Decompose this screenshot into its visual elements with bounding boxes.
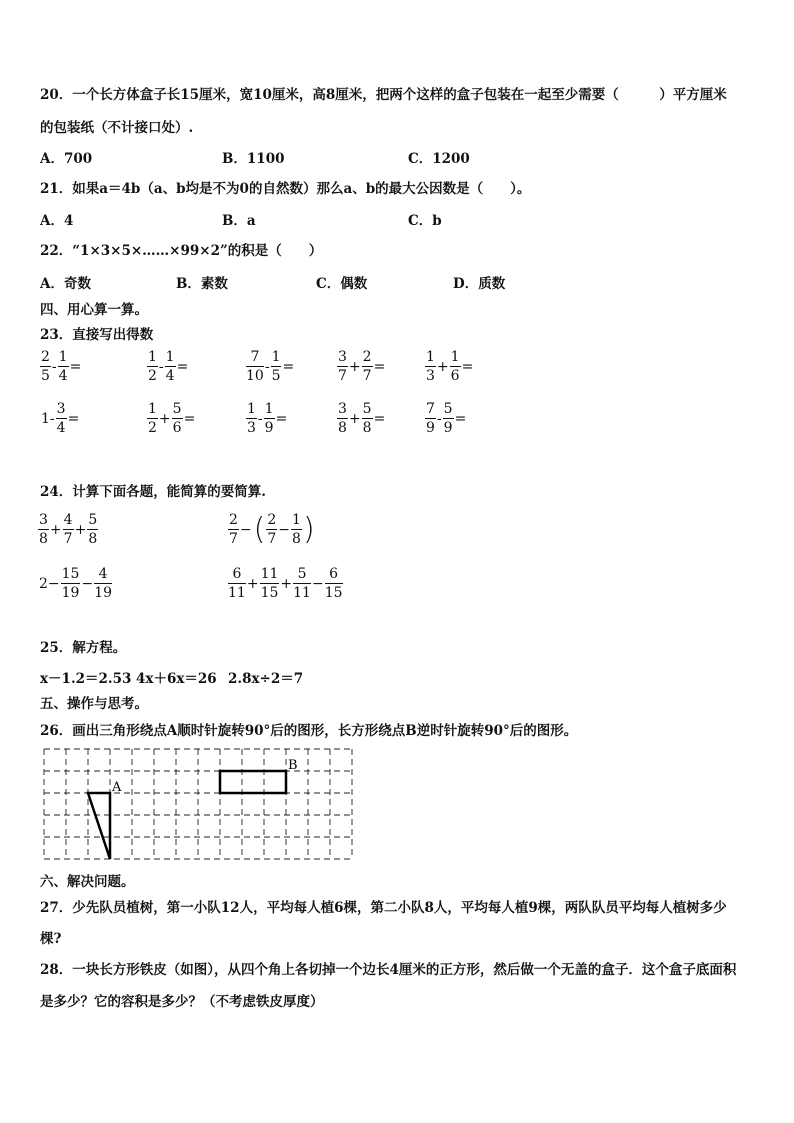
q21-text: 21．如果a＝4b（a、b均是不为0的自然数）那么a、b的最大公因数是（ ）。	[40, 181, 531, 197]
fraction: $\frac{5}{9}$	[443, 401, 453, 436]
q23-item: $\frac{7}{10}$ - $\frac{1}{5}$ =	[246, 349, 295, 384]
q26-text: 26．画出三角形绕点A顺时针旋转90°后的图形，长方形绕点B逆时针旋转90°后的图形。	[40, 723, 578, 739]
fraction: $\frac{7}{10}$	[246, 349, 264, 384]
fraction: $\frac{7}{9}$	[426, 401, 435, 436]
q26-grid-figure	[40, 745, 360, 865]
q20-text-line1: 20．一个长方体盒子长15厘米，宽10厘米，高8厘米，把两个这样的盒子包装在一起至少需要（ ）平方厘米	[40, 87, 727, 103]
dashed-grid	[44, 749, 352, 859]
right-paren: )	[302, 511, 315, 547]
q24-expression-3: 2− $\frac{15}{19}$ − $\frac{4}{19}$	[39, 566, 113, 601]
q23-item: $\frac{1}{2}$ - $\frac{1}{4}$ =	[148, 349, 189, 384]
fraction: $\frac{1}{2}$	[148, 401, 157, 436]
q23-item: 1- $\frac{3}{4}$ =	[41, 401, 80, 436]
q22-option-a: A．奇数	[40, 276, 91, 292]
q20-option-a: A．700	[40, 151, 93, 167]
fraction: $\frac{2}{7}$	[229, 512, 238, 547]
fraction: $\frac{1}{6}$	[450, 349, 460, 384]
q22-option-d: D．质数	[453, 276, 506, 292]
q25-title: 25．解方程。	[40, 640, 127, 656]
fraction: $\frac{3}{7}$	[338, 349, 347, 384]
fraction: $\frac{1}{9}$	[264, 401, 274, 436]
q20-option-c: C．1200	[408, 151, 470, 167]
point-a-label: A	[112, 780, 122, 795]
q25-equation-3: 2.8x÷2＝7	[228, 671, 304, 687]
fraction: $\frac{3}{4}$	[56, 401, 66, 436]
q28-text-line2: 是多少？它的容积是多少？（不考虑铁皮厚度）	[40, 994, 324, 1010]
q23-title: 23．直接写出得数	[40, 327, 154, 343]
q25-equation-2: 4x＋6x＝26	[136, 671, 217, 687]
fraction: $\frac{3}{8}$	[39, 512, 48, 547]
q24-title: 24．计算下面各题，能简算的要简算.	[40, 484, 266, 500]
q20-text-line2: 的包装纸（不计接口处）.	[40, 120, 194, 136]
q25-equation-1: x－1.2＝2.53	[40, 671, 132, 687]
q23-item: $\frac{1}{3}$ - $\frac{1}{9}$ =	[247, 401, 288, 436]
q24-expression-1: $\frac{3}{8}$ + $\frac{4}{7}$ + $\frac{5}{8}$	[39, 512, 98, 547]
q27-text-line1: 27．少先队员植树，第一小队12人，平均每人植6棵，第二小队8人，平均每人植9棵，两队队员平均每人植树多少	[40, 900, 727, 916]
fraction: $\frac{2}{7}$	[267, 512, 277, 547]
section-6-heading: 六、解决问题。	[40, 874, 135, 890]
fraction: $\frac{6}{15}$	[324, 566, 343, 601]
fraction: $\frac{2}{5}$	[41, 349, 50, 384]
q22-text: 22．“1×3×5×……×99×2”的积是（ ）	[40, 243, 323, 259]
q21-option-a: A．4	[40, 213, 74, 229]
q22-option-b: B．素数	[176, 276, 228, 292]
q23-item: $\frac{3}{7}$ + $\frac{2}{7}$ =	[338, 349, 386, 384]
q23-item: $\frac{1}{2}$ + $\frac{5}{6}$ =	[148, 401, 196, 436]
fraction: $\frac{2}{7}$	[362, 349, 372, 384]
q20-option-b: B．1100	[222, 151, 285, 167]
fraction: $\frac{4}{19}$	[94, 566, 113, 601]
section-5-heading: 五、操作与思考。	[40, 696, 148, 712]
fraction: $\frac{5}{11}$	[293, 566, 311, 601]
fraction: $\frac{1}{4}$	[58, 349, 68, 384]
fraction: $\frac{15}{19}$	[61, 566, 80, 601]
fraction: $\frac{1}{2}$	[148, 349, 157, 384]
fraction: $\frac{5}{8}$	[88, 512, 98, 547]
q23-item: $\frac{7}{9}$ - $\frac{5}{9}$ =	[426, 401, 467, 436]
q27-text-line2: 棵?	[40, 931, 62, 947]
fraction: $\frac{5}{6}$	[172, 401, 182, 436]
left-paren: (	[253, 511, 266, 547]
q21-option-b: B．a	[222, 213, 256, 229]
fraction: $\frac{5}{8}$	[362, 401, 372, 436]
q23-item: $\frac{3}{8}$ + $\frac{5}{8}$ =	[338, 401, 386, 436]
q28-text-line1: 28．一块长方形铁皮（如图），从四个角上各切掉一个边长4厘米的正方形，然后做一个无盖的盒子．这个盒子底面积	[40, 962, 737, 978]
fraction: $\frac{1}{3}$	[247, 401, 256, 436]
fraction: $\frac{6}{11}$	[228, 566, 246, 601]
point-b-label: B	[288, 758, 298, 773]
triangle-shape	[88, 793, 110, 859]
fraction: $\frac{1}{3}$	[426, 349, 435, 384]
fraction: $\frac{3}{8}$	[338, 401, 347, 436]
q22-option-c: C．偶数	[316, 276, 368, 292]
fraction: $\frac{1}{8}$	[292, 512, 301, 547]
fraction: $\frac{1}{5}$	[271, 349, 281, 384]
q23-item: $\frac{1}{3}$ + $\frac{1}{6}$ =	[426, 349, 474, 384]
fraction: $\frac{1}{4}$	[165, 349, 175, 384]
q24-expression-4: $\frac{6}{11}$ + $\frac{11}{15}$ + $\frac{5}{11}$ − $\frac{6}{15}$	[228, 566, 343, 601]
fraction: $\frac{11}{15}$	[260, 566, 279, 601]
q24-expression-2: $\frac{2}{7}$ − ( $\frac{2}{7}$ − $\frac{1}{8}$ )	[229, 511, 315, 547]
rectangle-shape	[220, 771, 286, 793]
q21-option-c: C．b	[408, 213, 442, 229]
section-4-heading: 四、用心算一算。	[40, 302, 148, 318]
q23-item: $\frac{2}{5}$ - $\frac{1}{4}$ =	[41, 349, 82, 384]
fraction: $\frac{4}{7}$	[63, 512, 73, 547]
